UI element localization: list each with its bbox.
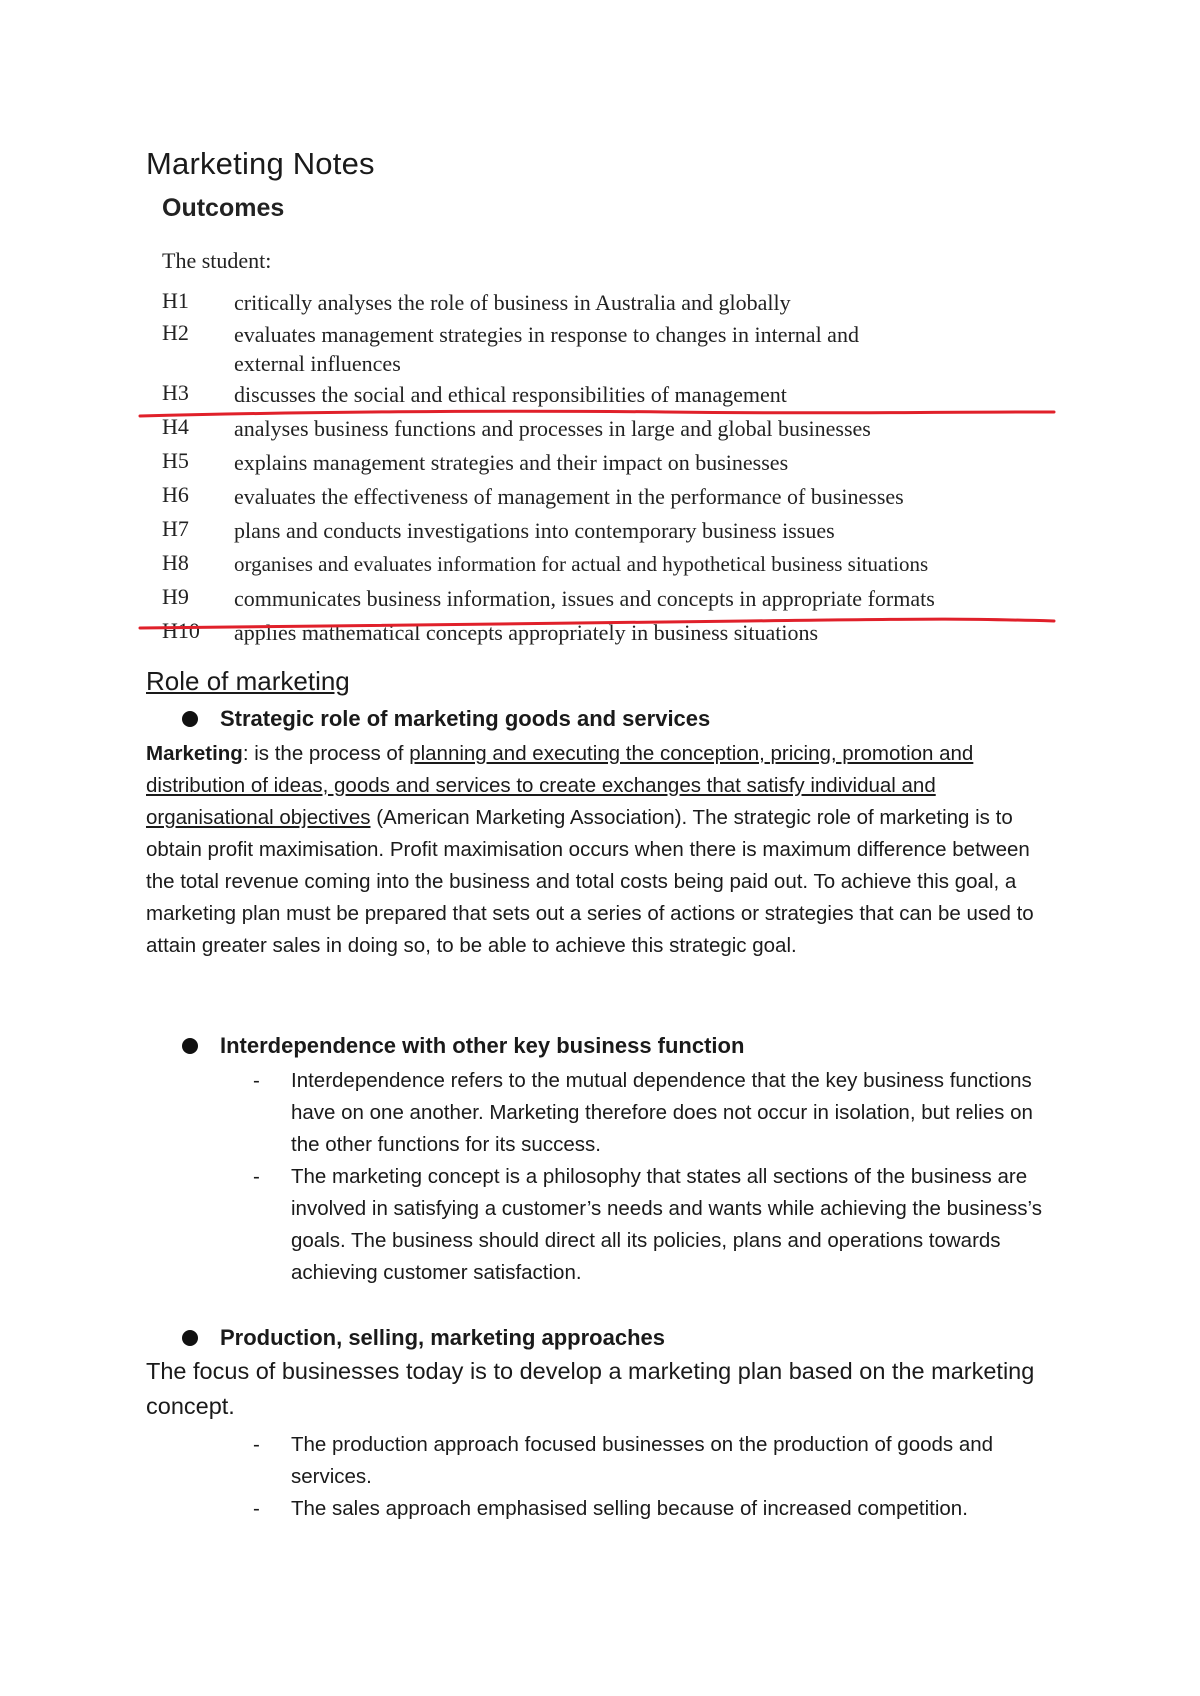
approaches-lead: The focus of businesses today is to develop a marketing plan based on the marketing concept. <box>146 1358 1035 1419</box>
outcome-code: H7 <box>162 516 189 541</box>
outcome-code: H2 <box>162 320 189 345</box>
list-item-text: The production approach focused businesses on the production of goods and services. <box>291 1433 994 1488</box>
outcome-text: discusses the social and ethical responsibilities of management <box>234 382 787 407</box>
outcome-code: H9 <box>162 584 189 609</box>
dash-marker: - <box>253 1433 260 1456</box>
dash-marker: - <box>253 1497 260 1520</box>
outcome-code: H8 <box>162 550 189 575</box>
role-of-marketing-heading: Role of marketing <box>146 666 350 696</box>
strategic-role-heading <box>182 706 710 732</box>
outcome-text: evaluates the effectiveness of management in the performance of businesses <box>234 484 904 509</box>
outcomes-intro: The student: <box>162 248 272 273</box>
page-title: Marketing Notes <box>146 146 375 181</box>
list-item <box>253 1065 1043 1161</box>
approaches-heading <box>182 1325 665 1351</box>
interdependence-heading <box>182 1033 744 1059</box>
bullet-icon <box>182 1038 198 1054</box>
outcome-row <box>162 482 1054 511</box>
outcome-text: explains management strategies and their impact on businesses <box>234 450 789 475</box>
outcome-code: H1 <box>162 288 189 313</box>
strategic-role-heading-text: Strategic role of marketing goods and services <box>220 706 711 731</box>
outcomes-block <box>146 190 1046 660</box>
outcome-row <box>162 320 934 378</box>
approaches-list <box>253 1429 1043 1525</box>
outcome-text: analyses business functions and processes in large and global businesses <box>234 416 871 441</box>
marketing-term: Marketing <box>146 742 243 765</box>
approaches-heading-text: Production, selling, marketing approaches <box>220 1325 665 1350</box>
interdependence-heading-text: Interdependence with other key business function <box>220 1033 745 1058</box>
outcome-row <box>162 584 1054 613</box>
outcome-code: H6 <box>162 482 189 507</box>
outcome-text: applies mathematical concepts appropriately in business situations <box>234 620 819 645</box>
outcome-text: critically analyses the role of business in Australia and globally <box>234 290 791 315</box>
definition-rest: (American Marketing Association). The strategic role of marketing is to obtain profit maximisation. Profit maximisation occurs when there is maximum difference between the total revenue coming into the business and total costs being paid out. To achieve this goal, a marketing plan must be prepared that sets out a series of actions or strategies that can be used to attain greater sales in doing so, to be able to achieve this strategic goal. <box>146 806 1034 957</box>
outcomes-heading: Outcomes <box>162 194 285 222</box>
outcome-row <box>162 516 1054 545</box>
outcome-row <box>162 414 1054 443</box>
bullet-icon <box>182 711 198 727</box>
dash-marker: - <box>253 1165 260 1188</box>
outcome-text: organises and evaluates information for actual and hypothetical business situations <box>234 552 929 576</box>
outcome-row <box>162 288 1054 317</box>
outcome-code: H10 <box>162 618 200 643</box>
interdependence-list <box>253 1065 1043 1289</box>
marketing-definition-paragraph <box>146 738 1041 962</box>
outcome-text: communicates business information, issues and concepts in appropriate formats <box>234 586 935 611</box>
list-item-text: Interdependence refers to the mutual dependence that the key business functions have on one another. Marketing therefore does not occur in isolation, but relies on the other functions for its success. <box>291 1069 1033 1156</box>
list-item <box>253 1161 1043 1289</box>
outcome-row <box>162 380 1054 409</box>
outcome-code: H5 <box>162 448 189 473</box>
list-item <box>253 1429 1043 1493</box>
outcome-row <box>162 550 1054 579</box>
outcome-text: evaluates management strategies in response to changes in internal and external influences <box>234 322 859 376</box>
outcome-code: H4 <box>162 414 189 439</box>
list-item-text: The sales approach emphasised selling because of increased competition. <box>291 1497 968 1520</box>
outcome-row <box>162 448 1054 477</box>
definition-lead-in: : is the process of <box>242 742 410 765</box>
outcome-row <box>162 618 1054 647</box>
outcome-code: H3 <box>162 380 189 405</box>
bullet-icon <box>182 1330 198 1346</box>
list-item-text: The marketing concept is a philosophy that states all sections of the business are involved in satisfying a customer’s needs and wants while achieving the business’s goals. The business should direct all its policies, plans and operations towards achieving customer satisfaction. <box>291 1165 1042 1284</box>
outcome-text: plans and conducts investigations into contemporary business issues <box>234 518 835 543</box>
definition-underlined: planning and executing the conception, pricing, promotion and distribution of ideas, goods and services to create exchanges that satisfy individual and organisational objectives <box>146 742 974 829</box>
list-item <box>253 1493 1043 1525</box>
dash-marker: - <box>253 1069 260 1092</box>
